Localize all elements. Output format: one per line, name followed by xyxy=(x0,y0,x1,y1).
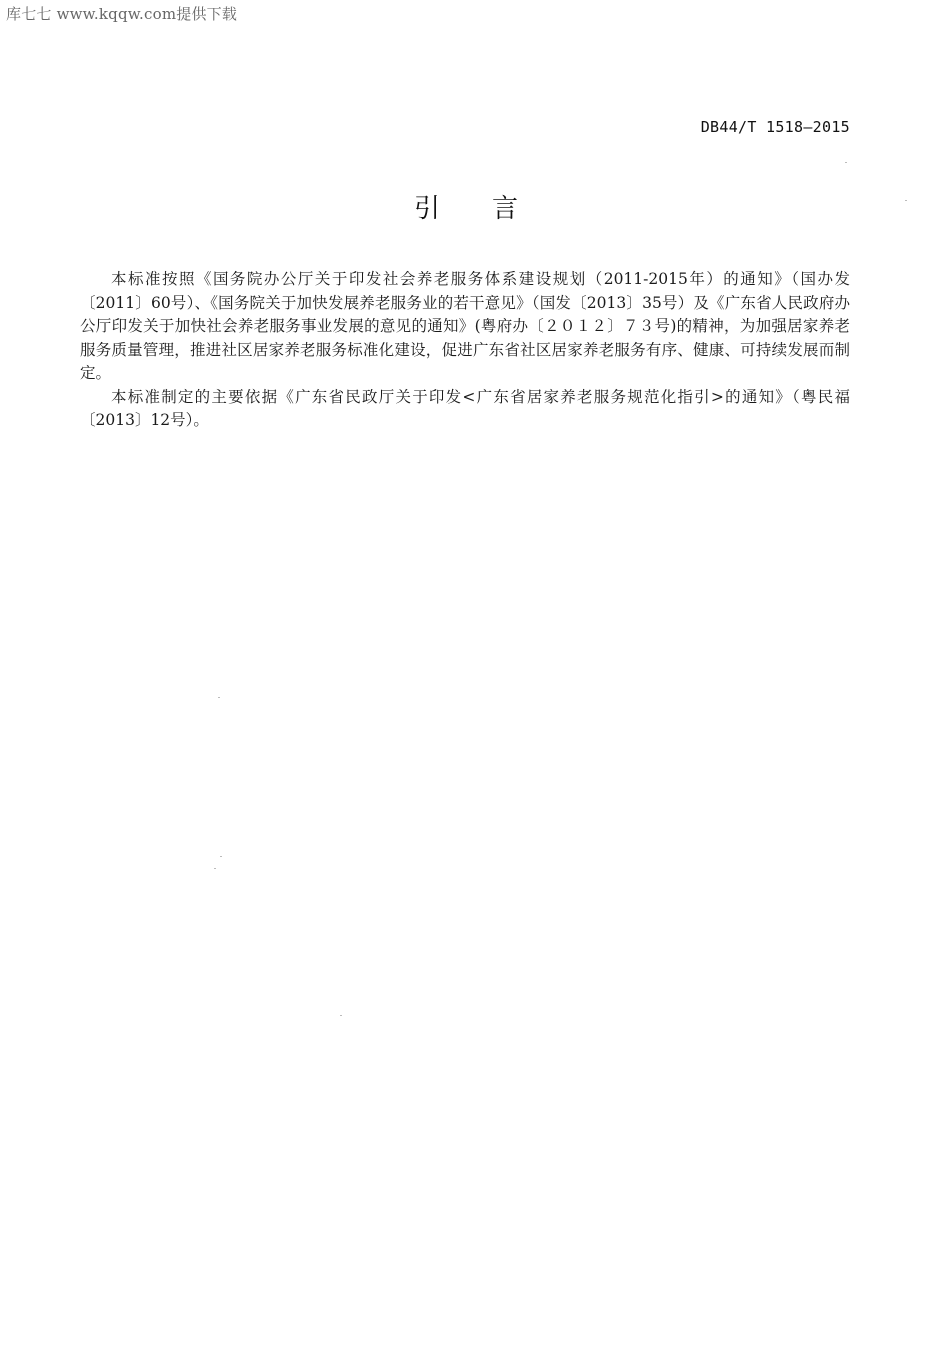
scan-speck xyxy=(340,1015,342,1016)
scan-speck xyxy=(218,697,220,698)
document-code: DB44/T 1518—2015 xyxy=(700,118,850,136)
scan-speck xyxy=(220,856,222,857)
watermark-text: 库七七 www.kqqw.com提供下载 xyxy=(6,5,238,23)
body-text xyxy=(80,268,850,433)
paragraph: 本标准制定的主要依据《广东省民政厅关于印发<广东省居家养老服务规范化指引>的通知》（粤民福〔2013〕12号）。 xyxy=(80,387,850,429)
scan-speck xyxy=(905,200,907,201)
scan-speck xyxy=(214,868,216,869)
page-title: 引言 xyxy=(413,194,570,224)
scan-speck xyxy=(845,162,847,163)
paragraph: 本标准按照《国务院办公厅关于印发社会养老服务体系建设规划（2011-2015年）的通知》（国办发〔2011〕60号）、《国务院关于加快发展养老服务业的若干意见》（国发〔2013〕35号）及《广东省人民政府办公厅印发关于加快社会养老服务事业发展的意见的通知》(粤府办〔２０１２〕７３号)的精神，为加强居家养老服务质量管理，推进社区居家养老服务标准化建设，促进广东省社区居家养老服务有序、健康、可持续发展而制定。 xyxy=(80,270,850,382)
